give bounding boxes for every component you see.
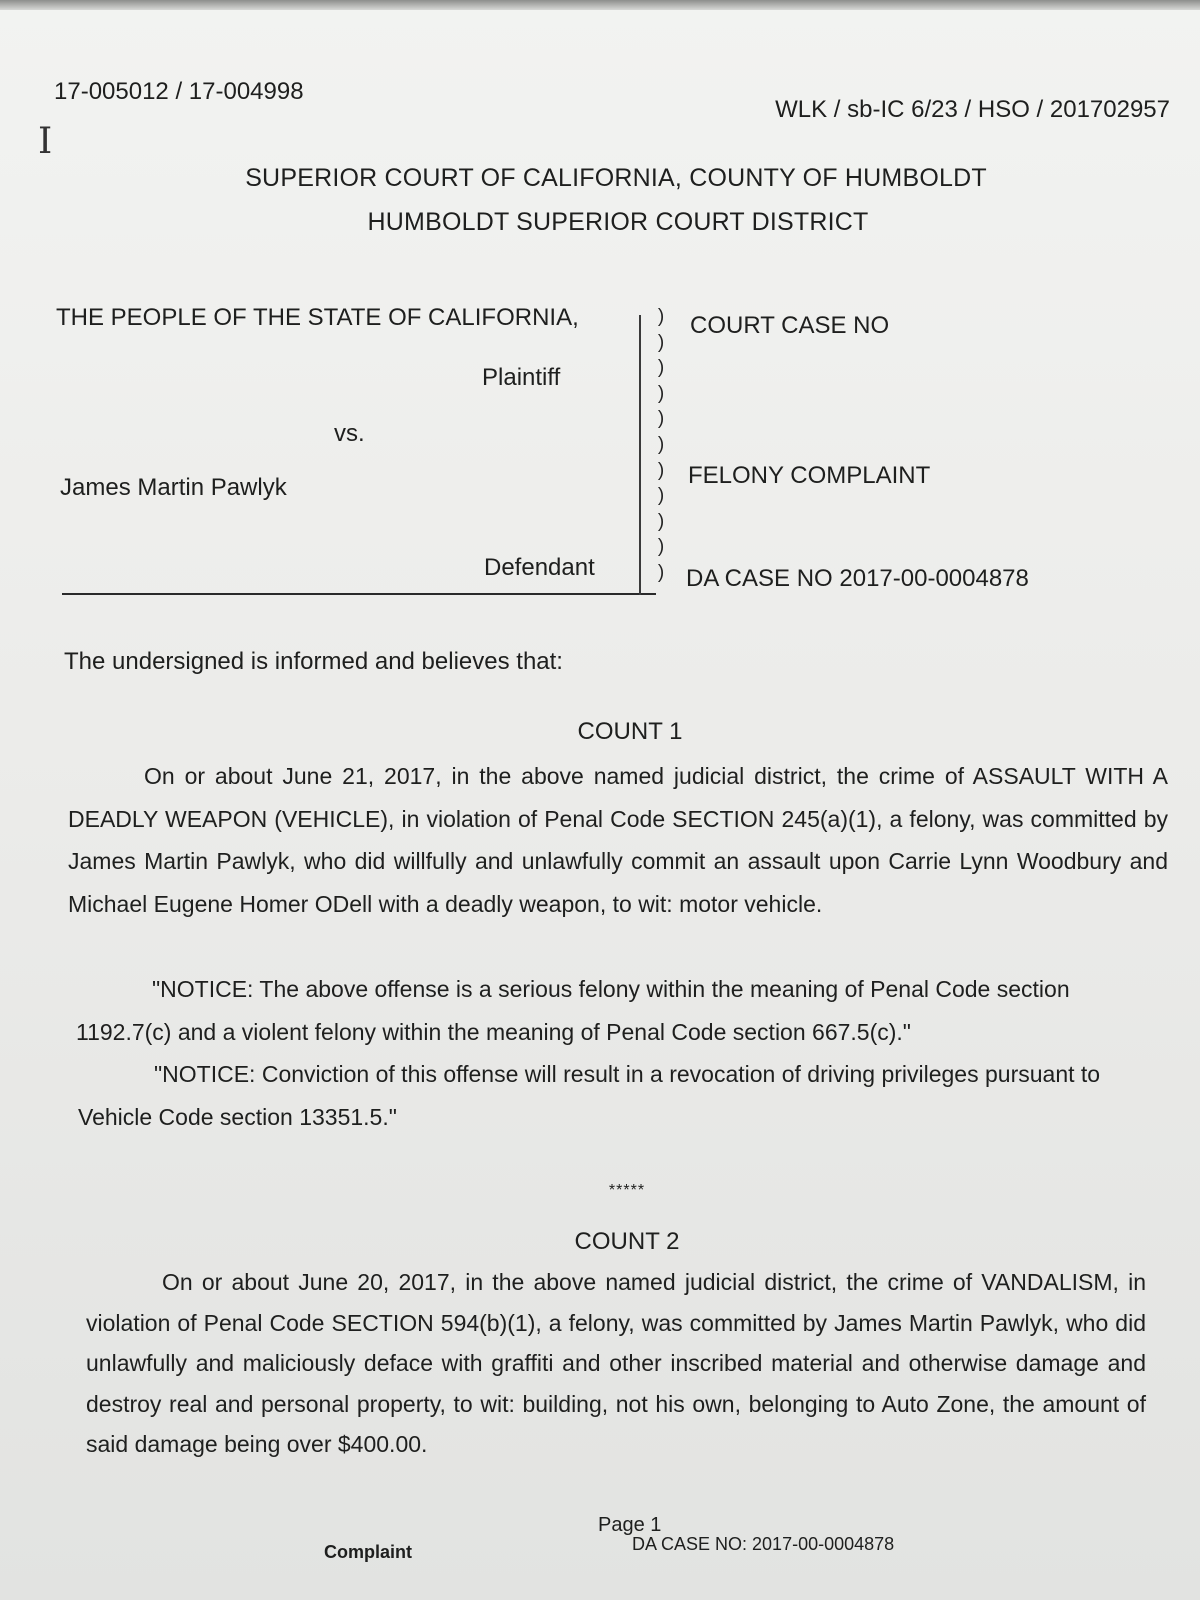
document-type: FELONY COMPLAINT — [688, 462, 931, 489]
court-name: SUPERIOR COURT OF CALIFORNIA, COUNTY OF HUMBOLDT — [245, 164, 987, 192]
caption-parentheses: ) ) ) ) ) ) ) ) ) ) ) — [657, 306, 665, 583]
monitor-bezel-edge — [0, 0, 1200, 10]
count-1-notice-2: "NOTICE: Conviction of this offense will result in a revocation of driving privileges pursuant to Vehicle Code section 13351.5." — [78, 1061, 1101, 1130]
count-2-heading: COUNT 2 — [574, 1228, 680, 1255]
text-cursor-icon: I — [38, 121, 53, 162]
defendant-label: Defendant — [484, 554, 595, 581]
count-2-body: On or about June 20, 2017, in the above named judicial district, the crime of VANDALISM, in violation of Penal Code SECTION 594(b)(1), a felony, was committed by James Martin Pawlyk, who did unlawfully and maliciously deface with graffiti and other inscribed material and otherwise damage and destroy real and personal property, to wit: building, not his own, belonging to Auto Zone, the amount of said damage being over $400.00. — [86, 1269, 1146, 1457]
count-1-heading: COUNT 1 — [577, 718, 683, 745]
header-left-reference: 17-005012 / 17-004998 — [54, 78, 304, 105]
caption-divider — [639, 315, 641, 595]
count-separator: ***** — [608, 1182, 646, 1199]
court-case-number-label: COURT CASE NO — [690, 312, 890, 339]
caption-underline — [62, 593, 656, 595]
court-district: HUMBOLDT SUPERIOR COURT DISTRICT — [367, 208, 869, 236]
footer-label: Complaint — [324, 1542, 412, 1562]
plaintiff-label: Plaintiff — [482, 364, 561, 391]
count-1-body: On or about June 21, 2017, in the above named judicial district, the crime of ASSAULT WITH A DEADLY WEAPON (VEHICLE), in violation of Penal Code SECTION 245(a)(1), a felony, was committed by James Martin Pawlyk, who did willfully and unlawfully commit an assault upon Carrie Lynn Woodbury and Michael Eugene Homer ODell with a deadly weapon, to wit: motor vehicle. — [68, 763, 1168, 917]
defendant-name: James Martin Pawlyk — [60, 474, 287, 501]
page-number: Page 1 — [598, 1514, 662, 1536]
count-1-notice-1: "NOTICE: The above offense is a serious felony within the meaning of Penal Code section 1192.7(c) and a violent felony within the meaning of Penal Code section 667.5(c)." — [76, 976, 1070, 1045]
plaintiff-name: THE PEOPLE OF THE STATE OF CALIFORNIA, — [56, 304, 579, 331]
versus-label: vs. — [334, 420, 365, 447]
da-case-number: DA CASE NO 2017-00-0004878 — [686, 565, 1029, 592]
header-right-reference: WLK / sb-IC 6/23 / HSO / 201702957 — [775, 96, 1170, 123]
footer-da-case: DA CASE NO: 2017-00-0004878 — [632, 1534, 895, 1554]
intro-statement: The undersigned is informed and believes that: — [64, 648, 563, 675]
